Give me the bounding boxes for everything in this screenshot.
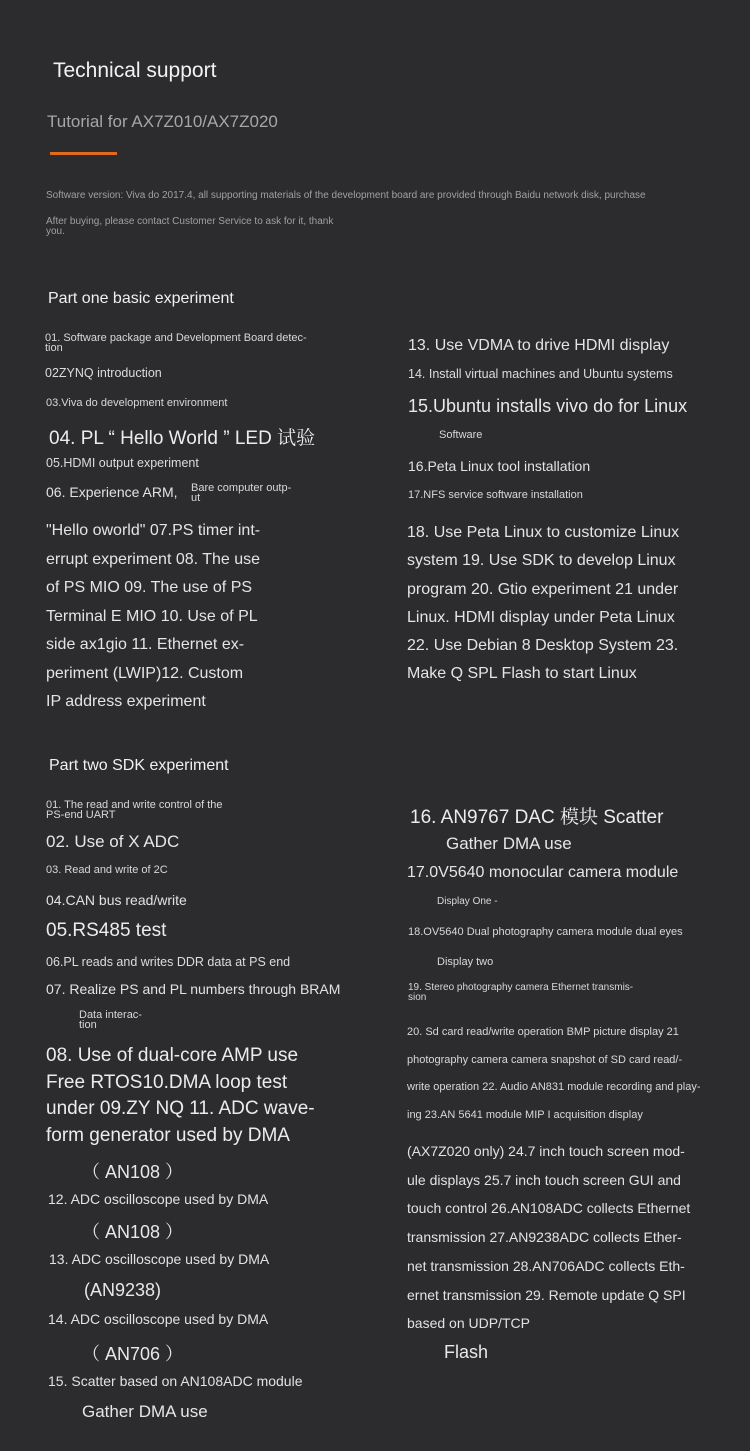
p2-an706-label: （ AN706 ） xyxy=(82,1344,184,1364)
p1-right-paragraph: 18. Use Peta Linux to customize Linux system 19. Use SDK to develop Linux program 20. Gtio experiment 21 under Linux. HDMI display under Peta Linux 22. Use Debian 8 Desktop System 23. Make Q SPL Flash to start Linux xyxy=(407,524,680,683)
p2-item-16-note: Gather DMA use xyxy=(446,834,572,853)
accent-divider xyxy=(50,152,117,155)
p2-item-18-note: Display two xyxy=(437,956,494,968)
p2-item-05: 05.RS485 test xyxy=(46,920,167,941)
p2-item-12: 12. ADC oscilloscope used by DMA xyxy=(48,1191,269,1207)
p2-an108-label-b: （ AN108 ） xyxy=(82,1222,184,1242)
p1-left-paragraph: "Hello oworld" 07.PS timer int- errupt experiment 08. The use of PS MIO 09. The use of PS Terminal E MIO 10. Use of PL side ax1gio 11. Ethernet ex- periment (LWIP)12. Custom IP address experiment xyxy=(46,522,261,710)
p2-item-07-note: Data interac- tion xyxy=(79,1009,142,1031)
p2-flash-label: Flash xyxy=(444,1342,489,1362)
p2-item-16: 16. AN9767 DAC 模块 Scatter xyxy=(410,807,664,828)
p2-item-14: 14. ADC oscilloscope used by DMA xyxy=(48,1311,269,1327)
part-one-title: Part one basic experiment xyxy=(48,290,234,307)
p2-item-07: 07. Realize PS and PL numbers through BRAM xyxy=(46,981,341,997)
p2-item-19: 19. Stereo photography camera Ethernet transmis- sion xyxy=(408,982,634,1003)
p2-item-18: 18.OV5640 Dual photography camera module dual eyes xyxy=(408,926,683,938)
p1-item-06: 06. Experience ARM, xyxy=(46,484,178,500)
software-note-line1: Software version: Viva do 2017.4, all supporting materials of the development board are provided through Baidu network disk, purchase xyxy=(46,190,646,201)
p2-item-17-note: Display One - xyxy=(437,896,498,907)
p1-item-13: 13. Use VDMA to drive HDMI display xyxy=(408,337,670,354)
p2-item-03: 03. Read and write of 2C xyxy=(46,864,168,876)
p1-item-17: 17.NFS service software installation xyxy=(408,489,583,501)
p2-right-paragraph: (AX7Z020 only) 24.7 inch touch screen mod- ule displays 25.7 inch touch screen GUI and touch control 26.AN108ADC collects Ethernet transmission 27.AN9238ADC collects Ether- net transmission 28.AN706ADC collects Eth- ernet transmission 29. Remote update Q SPI based on UDP/TCP xyxy=(407,1143,691,1332)
p2-an9238-label: (AN9238) xyxy=(84,1280,162,1300)
p1-item-05: 05.HDMI output experiment xyxy=(46,456,199,470)
p1-item-16: 16.Peta Linux tool installation xyxy=(408,458,591,474)
p1-item-01: 01. Software package and Development Board detec- tion xyxy=(45,332,307,354)
p1-item-06-note: Bare computer outp- ut xyxy=(191,482,292,504)
p2-item-17: 17.0V5640 monocular camera module xyxy=(407,864,679,881)
p2-an108-label-a: （ AN108 ） xyxy=(82,1162,184,1182)
p2-item-06: 06.PL reads and writes DDR data at PS end xyxy=(46,955,291,969)
page-subtitle: Tutorial for AX7Z010/AX7Z020 xyxy=(47,112,278,131)
p2-right-small-paragraph: 20. Sd card read/write operation BMP picture display 21 photography camera camera snapshot of SD card read/- write operation 22. Audio AN831 module recording and play- ing 23.AN 5641 module MIP I acquisition display xyxy=(407,1026,701,1122)
part-two-title: Part two SDK experiment xyxy=(49,757,229,774)
p2-item-02: 02. Use of X ADC xyxy=(46,832,180,851)
p2-left-paragraph: 08. Use of dual-core AMP use Free RTOS10.DMA loop test under 09.ZY NQ 11. ADC wave- form generator used by DMA xyxy=(46,1045,315,1146)
p2-item-01: 01. The read and write control of the PS-end UART xyxy=(46,799,223,821)
software-note-line2: After buying, please contact Customer Service to ask for it, thank you. xyxy=(46,216,334,237)
p2-item-15: 15. Scatter based on AN108ADC module xyxy=(48,1373,303,1389)
p1-item-15: 15.Ubuntu installs vivo do for Linux xyxy=(408,396,688,416)
p2-item-13: 13. ADC oscilloscope used by DMA xyxy=(49,1251,270,1267)
p1-item-14: 14. Install virtual machines and Ubuntu systems xyxy=(408,367,673,381)
page-title: Technical support xyxy=(53,59,217,82)
p1-item-02: 02ZYNQ introduction xyxy=(45,366,162,380)
p2-item-15-note: Gather DMA use xyxy=(82,1402,208,1421)
p2-item-04: 04.CAN bus read/write xyxy=(46,892,187,908)
p1-item-15-note: Software xyxy=(439,429,483,441)
p1-item-03: 03.Viva do development environment xyxy=(46,397,228,409)
p1-item-04: 04. PL “ Hello World ” LED 试验 xyxy=(49,428,316,449)
